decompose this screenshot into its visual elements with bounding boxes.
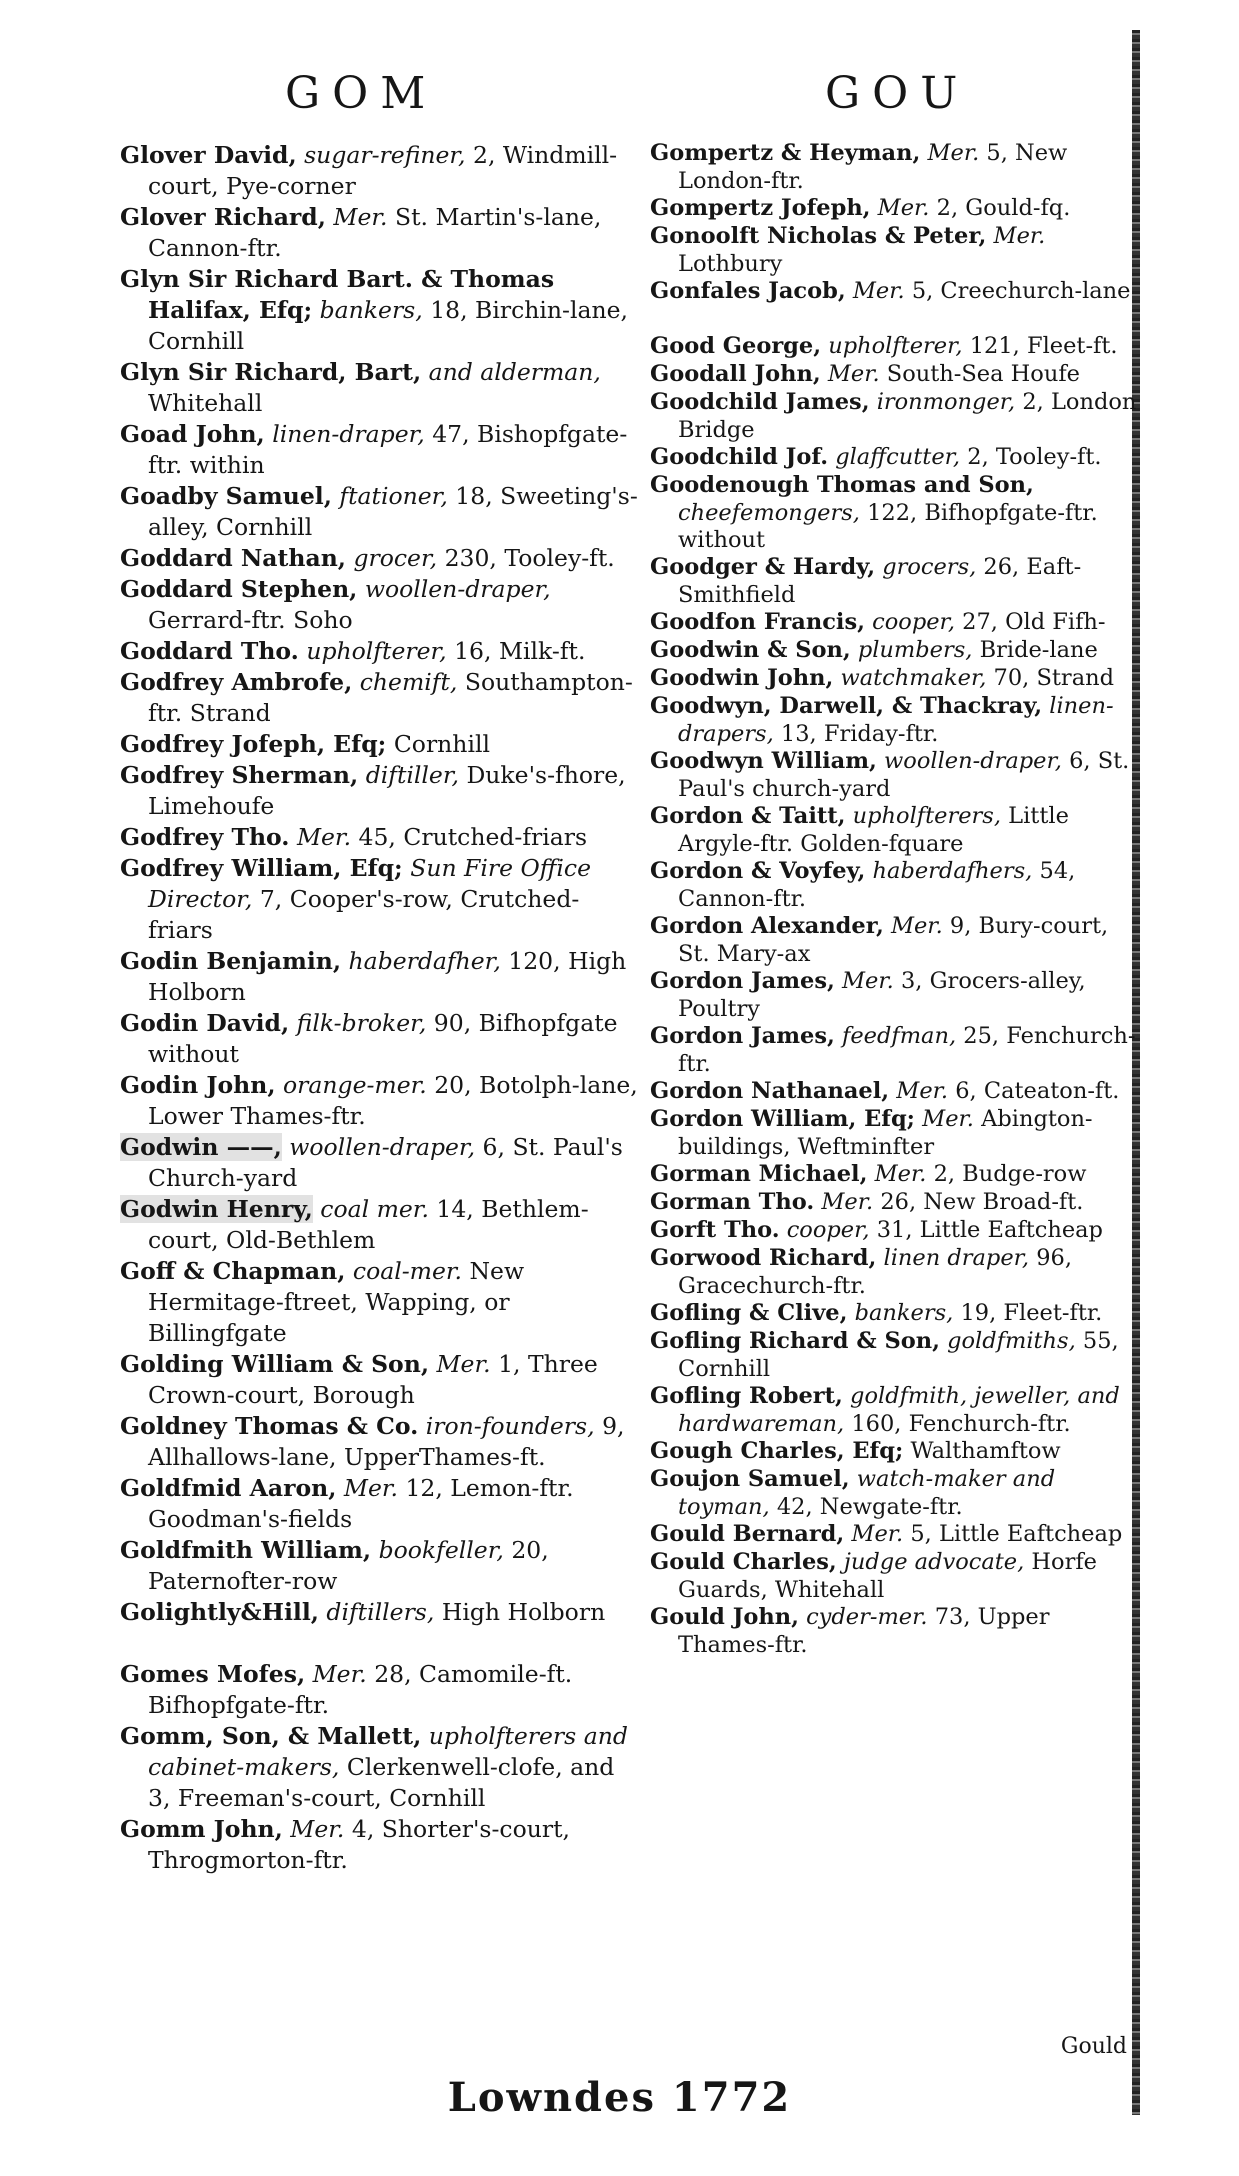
- entry-address: 6, St. Paul's Church-yard: [148, 1133, 623, 1192]
- entry-name: Gordon Nathanael,: [650, 1078, 890, 1104]
- entry-address: 4, Shorter's-court, Throgmorton-ftr.: [148, 1815, 571, 1874]
- entry-name: Good George,: [650, 333, 822, 359]
- entry-name: Goddard Nathan,: [120, 544, 346, 572]
- directory-entry: [650, 389, 1138, 444]
- entry-address: 19, Fleet-ftr.: [960, 1300, 1103, 1326]
- entry-name: Glyn Sir Richard, Bart,: [120, 358, 422, 386]
- directory-entry: [650, 1466, 1138, 1521]
- entry-address: 18, Birchin-lane, Cornhill: [148, 296, 628, 355]
- header-right: GOU: [825, 68, 970, 119]
- entry-address: 47, Bishopfgate-ftr. within: [148, 420, 628, 479]
- entry-name: Glover Richard,: [120, 203, 326, 231]
- entry-name: Goldney Thomas & Co.: [120, 1412, 419, 1440]
- entry-address: 31, Little Eaftcheap: [876, 1217, 1103, 1243]
- entry-trade: upholfterers and cabinet-makers,: [148, 1722, 628, 1781]
- directory-entry: [120, 1008, 642, 1070]
- entry-name: Goddard Stephen,: [120, 575, 358, 603]
- entry-address: 54, Cannon-ftr.: [678, 858, 1076, 912]
- directory-entry: [650, 1438, 1138, 1466]
- entry-name: Goadby Samuel,: [120, 482, 332, 510]
- entry-name: Gordon James,: [650, 968, 835, 994]
- directory-entry: [120, 1256, 642, 1349]
- entry-name: Godin Benjamin,: [120, 947, 342, 975]
- entry-name: Goodall John,: [650, 361, 821, 387]
- header-left: GOM: [285, 68, 438, 119]
- entry-address: 230, Tooley-ft.: [444, 544, 615, 572]
- entry-trade: Mer.: [927, 140, 980, 166]
- entry-address: 16, Milk-ft.: [454, 637, 586, 665]
- entry-trade: Mer.: [821, 1189, 874, 1215]
- entry-name: Gorwood Richard,: [650, 1245, 877, 1271]
- directory-entry: [650, 1604, 1138, 1659]
- directory-entry: [650, 472, 1138, 554]
- directory-entry: [120, 1132, 642, 1194]
- entry-trade: judge advocate,: [843, 1549, 1025, 1575]
- directory-entry: [650, 665, 1138, 693]
- entry-name: Goodwin John,: [650, 665, 834, 691]
- entry-trade: Sun Fire Office Director,: [148, 854, 591, 913]
- directory-entry: [650, 333, 1138, 361]
- entry-name: Godfrey Ambrofe,: [120, 668, 353, 696]
- entry-address: 26, New Broad-ft.: [880, 1189, 1084, 1215]
- entry-name: Gofling Robert,: [650, 1383, 843, 1409]
- entry-address: 9, Bury-court, St. Mary-ax: [678, 913, 1109, 967]
- footer-title: Lowndes 1772: [447, 2074, 792, 2121]
- entry-name: Gonoolft Nicholas & Peter,: [650, 223, 987, 249]
- entry-trade: diftillers,: [326, 1598, 435, 1626]
- directory-entry: [650, 693, 1138, 748]
- entry-trade: filk-broker,: [296, 1009, 427, 1037]
- entry-address: 122, Bifhopfgate-ftr. without: [678, 499, 1098, 553]
- entry-name: Gofling & Clive,: [650, 1300, 848, 1326]
- entry-address: 12, Lemon-ftr. Goodman's-fields: [148, 1474, 574, 1533]
- entry-name: Goodfon Francis,: [650, 609, 865, 635]
- entry-trade: woollen-draper,: [364, 575, 551, 603]
- directory-entry: [650, 1106, 1138, 1161]
- entry-trade: Mer.: [296, 823, 352, 851]
- entry-trade: goldfmith, jeweller, and hardwareman,: [678, 1383, 1120, 1437]
- entry-name: Gomm, Son, & Mallett,: [120, 1722, 422, 1750]
- directory-entry: [650, 858, 1138, 913]
- directory-entry: [120, 946, 642, 1008]
- entry-address: New Hermitage-ftreet, Wapping, or Billingfgate: [148, 1257, 525, 1347]
- entry-address: 55, Cornhill: [678, 1328, 1119, 1382]
- directory-entry: [120, 419, 642, 481]
- entry-trade: cooper,: [786, 1217, 870, 1243]
- entry-address: 20, Paternofter-row: [148, 1536, 549, 1595]
- entry-trade: cheefemongers,: [678, 499, 860, 526]
- entry-name: Gordon & Voyfey,: [650, 858, 866, 884]
- directory-entry: [120, 357, 642, 419]
- entry-name: Goodwin & Son,: [650, 637, 851, 663]
- entry-address: 13, Friday-ftr.: [780, 720, 939, 747]
- entry-trade: Mer.: [896, 1078, 949, 1104]
- directory-entry: [120, 1349, 642, 1411]
- entry-name: Gough Charles, Efq;: [650, 1438, 904, 1464]
- directory-entry: [120, 636, 642, 667]
- entry-name: Goldfmith William,: [120, 1536, 372, 1564]
- entry-address: 96, Gracechurch-ftr.: [678, 1245, 1073, 1299]
- entry-trade: haberdafhers,: [872, 858, 1033, 884]
- directory-entry: [120, 667, 642, 729]
- entry-trade: bookfeller,: [378, 1536, 504, 1564]
- directory-entry: [120, 1597, 642, 1659]
- entry-name: Goodchild James,: [650, 389, 870, 415]
- entry-name: Gomm John,: [120, 1815, 283, 1843]
- entry-address: Whitehall: [148, 389, 263, 417]
- entry-trade: Mer.: [851, 1521, 904, 1547]
- entry-trade: Mer.: [290, 1815, 345, 1843]
- entry-name: Gofling Richard & Son,: [650, 1328, 940, 1354]
- entry-address: 70, Strand: [993, 665, 1115, 691]
- entry-name: Godfrey Tho.: [120, 823, 290, 851]
- directory-entry: [650, 637, 1138, 665]
- directory-entry: [650, 195, 1138, 223]
- entry-trade: coal mer.: [320, 1195, 429, 1223]
- directory-entry: [650, 748, 1138, 803]
- directory-entry: [650, 1521, 1138, 1549]
- directory-entry: [120, 574, 642, 636]
- entry-trade: plumbers,: [857, 637, 973, 663]
- entry-trade: Mer.: [333, 203, 388, 231]
- entry-trade: upholfterer,: [306, 637, 447, 665]
- entry-trade: glaffcutter,: [835, 444, 961, 470]
- entry-address: 28, Camomile-ft. Bifhopfgate-ftr.: [148, 1660, 573, 1719]
- entry-name: Golightly&Hill,: [120, 1598, 319, 1626]
- entry-trade: diftiller,: [365, 761, 459, 789]
- directory-entry: [650, 1217, 1138, 1245]
- entry-name: Goff & Chapman,: [120, 1257, 346, 1285]
- directory-entry: [650, 1023, 1138, 1078]
- directory-entry: [120, 543, 642, 574]
- entry-address: Walthamftow: [910, 1438, 1061, 1464]
- entry-address: 3, Grocers-alley, Poultry: [678, 968, 1086, 1022]
- entry-address: 1, Three Crown-court, Borough: [148, 1350, 598, 1409]
- entry-name: Gordon & Taitt,: [650, 803, 846, 829]
- directory-entry: [650, 1300, 1138, 1328]
- directory-entry: [120, 760, 642, 822]
- entry-name: Godfrey William, Efq;: [120, 854, 403, 882]
- entry-trade: upholfterers,: [852, 803, 1001, 829]
- entry-trade: watchmaker,: [840, 665, 987, 691]
- entry-trade: Mer.: [343, 1474, 398, 1502]
- entry-trade: bankers,: [854, 1300, 954, 1326]
- entry-address: 2, Budge-row: [933, 1161, 1087, 1187]
- entry-address: 2, Gould-fq.: [936, 195, 1071, 221]
- entry-address: Lothbury: [678, 250, 783, 277]
- entry-address: 120, High Holborn: [148, 947, 627, 1006]
- entry-address: Horfe Guards, Whitehall: [678, 1549, 1097, 1603]
- entry-name: Gompertz & Heyman,: [650, 140, 921, 166]
- entry-name: Goodwyn, Darwell, & Thackray,: [650, 693, 1043, 719]
- entry-address: 5, New London-ftr.: [678, 140, 1068, 194]
- entry-address: 7, Cooper's-row, Crutched-friars: [148, 885, 580, 944]
- entry-address: 5, Creechurch-lane: [911, 278, 1131, 304]
- entry-name: Goodwyn William,: [650, 748, 877, 774]
- directory-entry: [120, 1194, 642, 1256]
- entry-address: Southampton-ftr. Strand: [148, 668, 633, 727]
- left-column: [120, 140, 642, 1876]
- entry-address: 20, Botolph-lane, Lower Thames-ftr.: [148, 1071, 638, 1130]
- entry-name: Gordon James,: [650, 1023, 835, 1049]
- entry-address: 45, Crutched-friars: [358, 823, 588, 851]
- entry-trade: linen-drapers,: [678, 693, 1114, 747]
- entry-trade: Mer.: [877, 195, 930, 221]
- directory-entry: [650, 1383, 1138, 1438]
- entry-name: Goujon Samuel,: [650, 1466, 850, 1492]
- entry-address: St. Martin's-lane, Cannon-ftr.: [148, 203, 602, 262]
- entry-address: Cornhill: [393, 730, 490, 758]
- directory-entry: [120, 140, 642, 202]
- entry-address: 25, Fenchurch-ftr.: [678, 1023, 1136, 1077]
- entry-name: Glyn Sir Richard Bart. & Thomas Halifax, Efq;: [120, 265, 555, 324]
- entry-trade: woollen-draper,: [289, 1133, 476, 1161]
- directory-entry: [120, 822, 642, 853]
- entry-address: 160, Fenchurch-ftr.: [851, 1410, 1071, 1437]
- entry-address: 121, Fleet-ft.: [969, 333, 1118, 359]
- entry-trade: Mer.: [993, 223, 1046, 249]
- directory-entry: [650, 1328, 1138, 1383]
- entry-name: Godfrey Jofeph, Efq;: [120, 730, 387, 758]
- entry-name: Godwin ——,: [120, 1133, 282, 1161]
- entry-name: Gompertz Jofeph,: [650, 195, 871, 221]
- entry-trade: goldfmiths,: [947, 1328, 1076, 1354]
- directory-entry: [650, 968, 1138, 1023]
- entry-address: 2, Tooley-ft.: [967, 444, 1102, 470]
- directory-entry: [650, 1245, 1138, 1300]
- entry-trade: haberdafher,: [348, 947, 501, 975]
- entry-trade: Mer.: [852, 278, 905, 304]
- directory-entry: [650, 140, 1138, 195]
- directory-entry: [120, 729, 642, 760]
- directory-entry: [650, 1078, 1138, 1106]
- entry-trade: grocer,: [353, 544, 438, 572]
- directory-entry: [120, 1721, 642, 1814]
- directory-entry: [120, 481, 642, 543]
- entry-name: Godwin Henry,: [120, 1195, 313, 1223]
- entry-trade: Mer.: [874, 1161, 927, 1187]
- entry-address: 5, Little Eaftcheap: [910, 1521, 1123, 1547]
- directory-entry: [650, 1161, 1138, 1189]
- entry-trade: watch-maker and toyman,: [678, 1466, 1056, 1520]
- entry-address: Gerrard-ftr. Soho: [148, 606, 353, 634]
- entry-name: Gorft Tho.: [650, 1217, 780, 1243]
- entry-trade: ftationer,: [339, 482, 448, 510]
- catchword: Gould: [1060, 2034, 1127, 2059]
- directory-entry: [650, 444, 1138, 472]
- directory-entry: [120, 1473, 642, 1535]
- entry-trade: cooper,: [872, 609, 955, 635]
- directory-entry: [650, 361, 1138, 389]
- entry-address: Little Argyle-ftr. Golden-fquare: [678, 803, 1069, 857]
- entry-address: 2, Windmill-court, Pye-corner: [148, 141, 618, 200]
- entry-trade: linen draper,: [883, 1245, 1030, 1271]
- entry-name: Goodchild Jof.: [650, 444, 829, 470]
- entry-name: Golding William & Son,: [120, 1350, 429, 1378]
- entry-trade: and alderman,: [428, 358, 601, 386]
- entry-name: Goddard Tho.: [120, 637, 299, 665]
- entry-name: Godfrey Sherman,: [120, 761, 359, 789]
- entry-trade: Mer.: [922, 1106, 974, 1132]
- entry-name: Goodenough Thomas and Son,: [650, 472, 1034, 498]
- entry-name: Gould Charles,: [650, 1549, 837, 1575]
- directory-entry: [120, 264, 642, 357]
- directory-entry: [650, 1189, 1138, 1217]
- entry-address: Clerkenwell-clofe, and 3, Freeman's-court, Cornhill: [148, 1753, 615, 1812]
- entry-address: 6, Cateaton-ft.: [955, 1078, 1120, 1104]
- entry-trade: woollen-draper,: [884, 748, 1062, 774]
- entry-name: Gonfales Jacob,: [650, 278, 846, 304]
- directory-entry: [650, 609, 1138, 637]
- directory-entry: [120, 1535, 642, 1597]
- entry-address: 6, St. Paul's church-yard: [678, 748, 1130, 802]
- entry-trade: Mer.: [436, 1350, 491, 1378]
- entry-name: Gould Bernard,: [650, 1521, 845, 1547]
- entry-address: 73, Upper Thames-ftr.: [678, 1604, 1050, 1658]
- right-column: [650, 140, 1138, 1659]
- entry-trade: Mer.: [842, 968, 894, 994]
- entry-trade: linen-draper,: [272, 420, 425, 448]
- directory-entry: [120, 1411, 642, 1473]
- entry-address: 26, Eaft-Smithfield: [678, 554, 1082, 608]
- entry-name: Gorman Tho.: [650, 1189, 815, 1215]
- entry-address: 18, Sweeting's-alley, Cornhill: [148, 482, 638, 541]
- entry-address: Bride-lane: [979, 637, 1098, 663]
- entry-address: Abington-buildings, Weftminfter: [678, 1106, 1093, 1160]
- directory-entry: [650, 554, 1138, 609]
- directory-entry: [120, 202, 642, 264]
- entry-address: 2, London Bridge: [678, 389, 1137, 443]
- entry-trade: upholfterer,: [828, 333, 963, 359]
- entry-trade: orange-mer.: [283, 1071, 427, 1099]
- directory-entry: [120, 1070, 642, 1132]
- entry-trade: Mer.: [827, 361, 880, 387]
- entry-name: Goldfmid Aaron,: [120, 1474, 337, 1502]
- entry-trade: Mer.: [890, 913, 943, 939]
- entry-address: Duke's-fhore, Limehoufe: [148, 761, 626, 820]
- entry-address: 42, Newgate-ftr.: [776, 1493, 963, 1520]
- entry-trade: sugar-refiner,: [304, 141, 466, 169]
- directory-entry: [650, 1549, 1138, 1604]
- directory-entry: [120, 1814, 642, 1876]
- entry-name: Gomes Mofes,: [120, 1660, 306, 1688]
- entry-trade: grocers,: [882, 554, 977, 580]
- entry-trade: chemift,: [359, 668, 458, 696]
- entry-address: High Holborn: [441, 1598, 606, 1626]
- entry-name: Godin David,: [120, 1009, 290, 1037]
- entry-name: Gordon Alexander,: [650, 913, 884, 939]
- directory-entry: [650, 913, 1138, 968]
- entry-trade: iron-founders,: [425, 1412, 595, 1440]
- directory-entry: [120, 853, 642, 946]
- entry-name: Gordon William, Efq;: [650, 1106, 915, 1132]
- directory-entry: [120, 1659, 642, 1721]
- entry-name: Gorman Michael,: [650, 1161, 868, 1187]
- entry-address: South-Sea Houfe: [886, 361, 1080, 387]
- entry-address: 14, Bethlem-court, Old-Bethlem: [148, 1195, 589, 1254]
- entry-address: 90, Bifhopfgate without: [148, 1009, 618, 1068]
- entry-address: 27, Old Fifh-: [962, 609, 1106, 635]
- entry-address: 9, Allhallows-lane, UpperThames-ft.: [148, 1412, 625, 1471]
- entry-name: Gould John,: [650, 1604, 799, 1630]
- entry-trade: Mer.: [312, 1660, 367, 1688]
- entry-name: Glover David,: [120, 141, 297, 169]
- entry-trade: cyder-mer.: [806, 1604, 928, 1630]
- directory-entry: [650, 223, 1138, 278]
- directory-entry: [650, 278, 1138, 333]
- entry-name: Goodger & Hardy,: [650, 554, 876, 580]
- entry-trade: coal-mer.: [352, 1257, 462, 1285]
- entry-name: Goad John,: [120, 420, 265, 448]
- entry-trade: ironmonger,: [876, 389, 1016, 415]
- directory-entry: [650, 803, 1138, 858]
- entry-name: Godin John,: [120, 1071, 276, 1099]
- entry-trade: feedfman,: [842, 1023, 957, 1049]
- entry-trade: bankers,: [319, 296, 423, 324]
